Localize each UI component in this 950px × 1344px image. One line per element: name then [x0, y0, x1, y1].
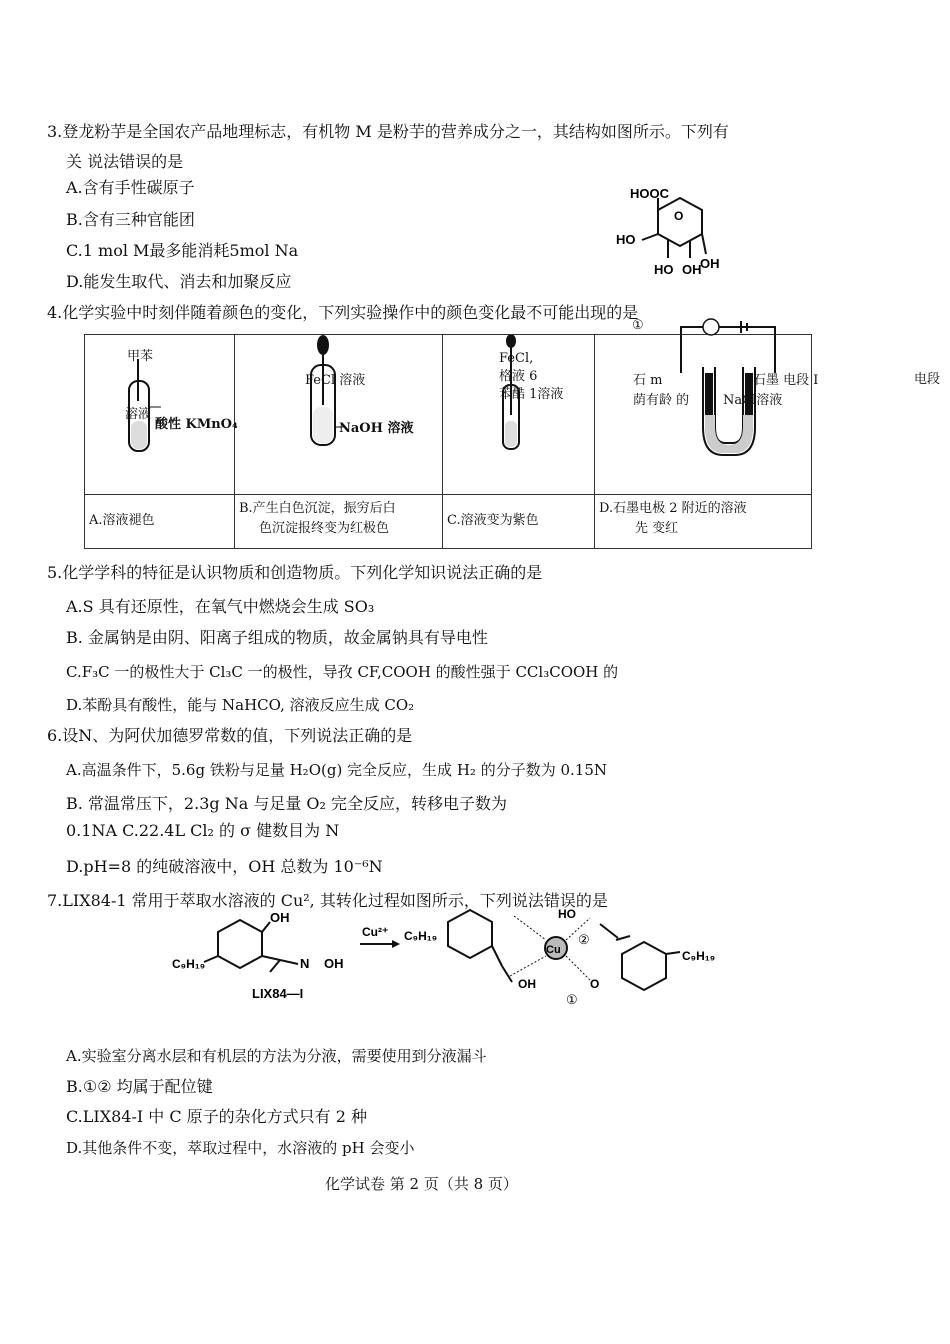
q4-cell-d-diagram	[595, 335, 819, 495]
q7-o-label: O	[590, 977, 600, 991]
q5-option-a: A.S 具有还原性，在氧气中燃烧会生成 SO₃	[66, 597, 375, 616]
q4-experiment-table	[84, 334, 819, 549]
q6-option-c: 0.1NA C.22.4L Cl₂ 的 σ 健数目为 N	[66, 821, 340, 840]
q7-arrow-reagent: Cu²⁺	[362, 925, 389, 939]
q7-reaction-scheme	[170, 908, 730, 1008]
q4-d-label-left1: 石 m	[633, 373, 663, 388]
q7-compound-name: LIX84—I	[252, 986, 304, 1001]
q7-option-a: A.实验室分离水层和有机层的方法为分液，需要使用到分液漏斗	[66, 1047, 487, 1065]
q7-r-mid: C₉H₁₉	[404, 929, 438, 943]
q4-b-label-fecl: FeCl 溶液	[305, 373, 366, 388]
q4-caption-c: C.溶液变为紫色	[443, 495, 595, 549]
q7-option-c: C.LIX84-I 中 C 原子的杂化方式只有 2 种	[66, 1107, 368, 1126]
q7-option-b: B.①② 均属于配位键	[66, 1077, 213, 1096]
q4-c-label-line1: FeCl,	[499, 351, 534, 366]
q4-a-label-solution: 溶液	[125, 407, 152, 422]
q4-cell-b-diagram	[235, 335, 443, 495]
q4-stem: 4.化学实验中时刻伴随着颜色的变化，下列实验操作中的颜色变化最不可能出现的是	[47, 303, 639, 322]
q3-oh-bottom-left: HO	[654, 262, 674, 277]
q7-stem: 7.LIX84-1 常用于萃取水溶液的 Cu², 其转化过程如图所示，下列说法错误的是	[47, 891, 608, 910]
q4-caption-d: D.石墨电极 2 附近的溶液 先 变红	[595, 495, 812, 549]
q4-d-label-nacl: NaCl溶液	[723, 393, 783, 408]
q4-c-label-line2: 格液 6	[499, 369, 538, 384]
q6-option-d: D.pH=8 的纯破溶液中，OH 总数为 10⁻⁶N	[66, 857, 383, 876]
q3-stem-line1: 3.登龙粉芋是全国农产品地理标志，有机物 M 是粉芋的营养成分之一，其结构如图所示。下列有	[47, 122, 729, 141]
q7-oh-label: OH	[270, 910, 290, 925]
q4-b-label-naoh: NaOH 溶液	[339, 421, 414, 436]
q3-oh-bottom-mid: OH	[682, 262, 702, 277]
q3-molecule-structure	[610, 178, 740, 298]
q4-caption-a: A.溶液褪色	[85, 495, 235, 549]
q4-d-label-right: 石墨 电段 I	[753, 373, 819, 388]
q7-marker-1: ①	[566, 992, 578, 1007]
q3-ring-oxygen: O	[674, 209, 684, 223]
q3-option-c: C.1 mol M最多能消耗5mol Na	[66, 241, 299, 260]
q7-oh2-label: OH	[324, 956, 344, 971]
q7-r-right: C₉H₁₉	[682, 949, 716, 963]
q7-n-label: N	[300, 956, 310, 971]
q4-circle-marker: ①	[632, 318, 644, 333]
q6-option-a: A.高温条件下，5.6g 铁粉与足量 H₂O(g) 完全反应，生成 H₂ 的分子数为 0.15N	[66, 761, 607, 779]
q4-test-tube-b	[235, 335, 443, 495]
q6-stem: 6.设N、为阿伏加德罗常数的值，下列说法正确的是	[47, 726, 413, 745]
q4-cell-c-diagram	[443, 335, 595, 495]
q3-cooh-label: HOOC	[630, 186, 669, 201]
q7-cu-label: Cu	[546, 944, 561, 956]
q3-option-d: D.能发生取代、消去和加聚反应	[66, 272, 292, 291]
q5-option-d: D.苯酚具有酸性，能与 NaHCO, 溶液反应生成 CO₂	[66, 696, 415, 714]
q3-option-a: A.含有手性碳原子	[66, 178, 195, 197]
q4-caption-b: B.产生白色沉淀，振穷后白 色沉淀报终变为红极色	[235, 495, 443, 549]
q5-stem: 5.化学学科的特征是认识物质和创造物质。下列化学知识说法正确的是	[47, 563, 543, 582]
q3-oh-right: OH	[700, 256, 720, 271]
q4-cell-a-diagram	[85, 335, 238, 495]
q4-c-label-line3: 苯酷 1溶液	[499, 387, 564, 402]
q7-marker-2: ②	[578, 932, 590, 947]
q5-option-b: B. 金属钠是由阴、阳离子组成的物质，故金属钠具有导电性	[66, 628, 488, 647]
q7-n-oh-mid: OH	[518, 977, 536, 991]
q4-a-label-kmno4: 酸性 KMnO₄	[155, 417, 238, 432]
q7-r-left: C₉H₁₉	[172, 957, 206, 971]
q4-d-label-far: 电段	[914, 372, 941, 387]
q7-option-d: D.其他条件不变，萃取过程中，水溶液的 pH 会变小	[66, 1139, 415, 1157]
q3-option-b: B.含有三种官能团	[66, 210, 195, 229]
q6-option-b: B. 常温常压下，2.3g Na 与足量 O₂ 完全反应，转移电子数为	[66, 794, 508, 813]
q3-oh-left: HO	[616, 232, 636, 247]
q7-ho-label: HO	[558, 908, 576, 921]
q4-a-label-toluene: 甲苯	[127, 349, 154, 364]
page-footer: 化学试卷 第 2 页（共 8 页）	[325, 1175, 518, 1193]
q4-d-label-left2: 荫有龄 的	[633, 393, 690, 408]
q5-option-c: C.F₃C 一的极性大于 Cl₃C 一的极性，导孜 CF,COOH 的酸性强于 CCl₃COOH 的	[66, 663, 619, 681]
q3-stem-line2: 关 说法错误的是	[66, 152, 184, 171]
